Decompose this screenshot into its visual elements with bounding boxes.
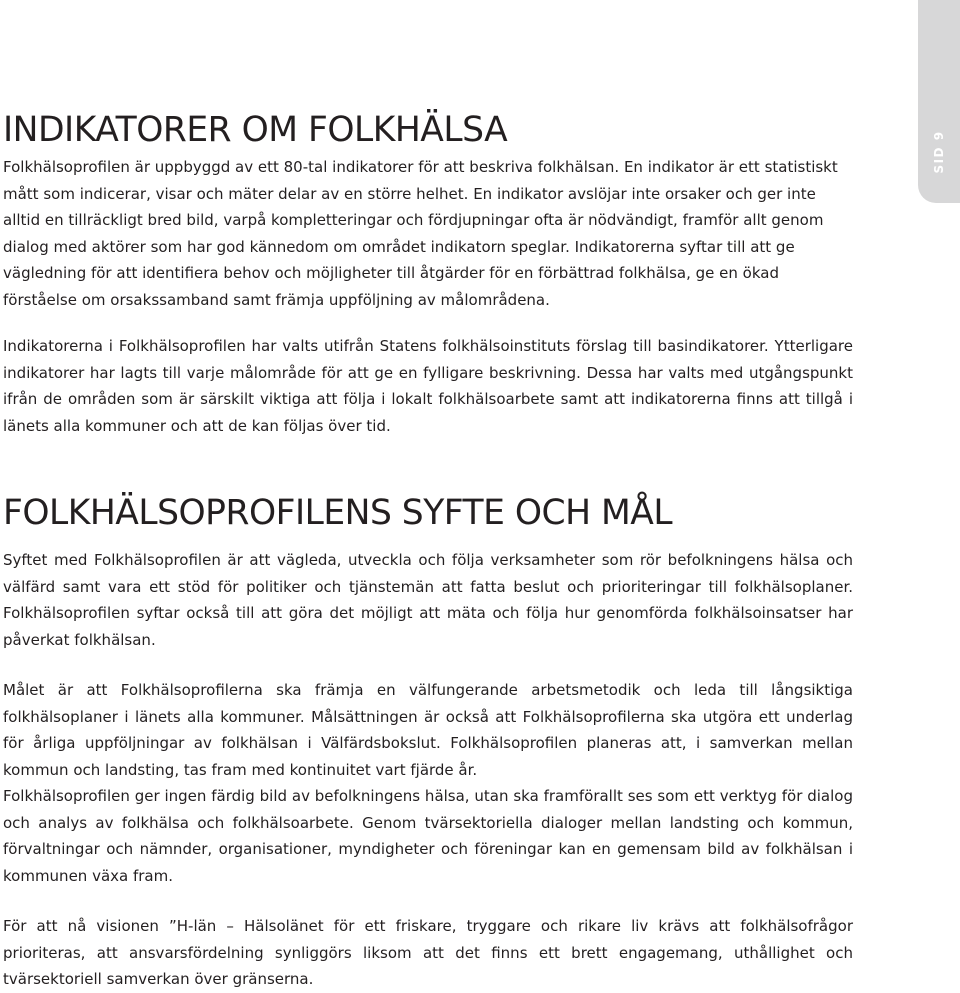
paragraph-indikatorer-intro: Folkhälsoprofilen är uppbyggd av ett 80-tal indikatorer för att beskriva folkhälsan. En indikator är ett statistiskt mått som indicerar, visar och mäter delar av en större helhet. En indikator avslöjar inte orsaker och ger inte alltid en tillräckligt bred bild, varpå kompletteringar och fördjupningar ofta är nödvändigt, framför allt genom dialog med aktörer som har god kännedom om området indikatorn speglar. Indikatorerna syftar till att ge vägledning för att identifiera behov och möjligheter till åtgärder för en förbättrad folkhälsa, ge en ökad förståelse om orsakssamband samt främja uppföljning av målområdena. [3,158,838,309]
paragraph-malet: Målet är att Folkhälsoprofilerna ska främja en välfungerande arbetsmetodik och leda till långsiktiga folkhälsoplaner i länets alla kommuner. Målsättningen är också att Folkhälsoprofilerna ska utgöra ett underlag för årliga uppföljningar av folkhälsan i Välfärdsbokslut. Folkhälsoprofilen planeras att, i samverkan mellan kommun och landsting, tas fram med kontinuitet vart fjärde år. [3,681,853,779]
page-number-tab [918,0,960,203]
page-number-label-wrap [918,0,960,203]
paragraph-syfte: Syftet med Folkhälsoprofilen är att vägleda, utveckla och följa verksamheter som rör befolkningens hälsa och välfärd samt vara ett stöd för politiker och tjänstemän att fatta beslut och prioriteringar till folkhälsoplaner. Folkhälsoprofilen syftar också till att göra det möjligt att mäta och följa hur genomförda folkhälsoinsatser har påverkat folkhälsan. [3,551,853,649]
page-number-label: SID 9 [932,130,946,174]
paragraph-visionen: För att nå visionen ”H-län – Hälsolänet för ett friskare, tryggare och rikare liv krävs att folkhälsofrågor prioriteras, att ansvarsfördelning synliggörs liksom att det finns ett brett engagemang, uthållighet och tvärsektoriell samverkan över gränserna. [3,917,853,988]
document-body [3,110,853,993]
paragraph-indikatorer-urval: Indikatorerna i Folkhälsoprofilen har valts utifrån Statens folkhälsoinstituts förslag till basindikatorer. Ytterligare indikatorer har lagts till varje målområde för att ge en fylligare beskrivning. Dessa har valts med utgångspunkt ifrån de områden som är särskilt viktiga att följa i lokalt folkhälsoarbete samt att indikatorerna finns att tillgå i länets alla kommuner och att de kan följas över tid. [3,337,853,435]
paragraph-verktyg-for-dialog: Folkhälsoprofilen ger ingen färdig bild av befolkningens hälsa, utan ska framförallt ses som ett verktyg för dialog och analys av folkhälsa och folkhälsoarbete. Genom tvärsektoriella dialoger mellan landsting och kommun, förvaltningar och nämnder, organisationer, myndigheter och föreningar kan en gemensam bild av folkhälsan i kommunen växa fram. [3,787,853,885]
section-syfte-och-mal [3,493,853,993]
section-heading-syfte-och-mal: FOLKHÄLSOPROFILENS SYFTE OCH MÅL [3,493,673,533]
section-indikatorer [3,110,853,439]
section-heading-indikatorer: INDIKATORER OM FOLKHÄLSA [3,110,508,150]
